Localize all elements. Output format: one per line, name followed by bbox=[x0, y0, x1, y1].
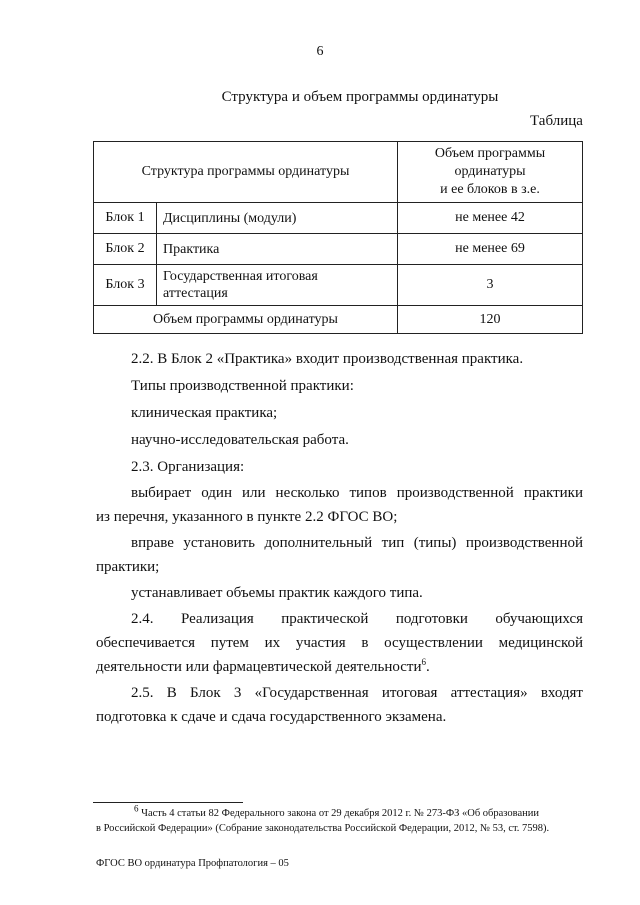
footnote-line bbox=[96, 803, 582, 821]
paragraph-line: выбирает один или несколько типов производственной практики bbox=[131, 485, 583, 501]
footnote-text: Часть 4 статьи 82 Федерального закона от 29 декабря 2012 г. № 273-ФЗ «Об образовании bbox=[141, 808, 539, 819]
section-title: Структура и объем программы ординатуры bbox=[221, 89, 499, 105]
page-number: 6 bbox=[316, 44, 324, 59]
paragraph-line: обеспечивается путем их участия в осуществлении медицинской bbox=[96, 635, 583, 651]
footnote bbox=[96, 803, 582, 836]
paragraph-line: 2.5. В Блок 3 «Государственная итоговая аттестация» входят bbox=[131, 685, 583, 701]
table-total-row bbox=[94, 306, 583, 334]
block-name-cell bbox=[157, 265, 398, 306]
paragraph: научно-исследовательская работа. bbox=[131, 432, 349, 448]
paragraph-text: деятельности или фармацевтической деятельности bbox=[96, 659, 422, 675]
paragraph: 2.2. В Блок 2 «Практика» входит производственная практика. bbox=[131, 351, 524, 367]
footnote-divider bbox=[93, 802, 243, 803]
footnote-reference: 6 bbox=[421, 657, 426, 667]
block-cell: Блок 2 bbox=[94, 234, 157, 265]
block-cell: Блок 1 bbox=[94, 203, 157, 234]
total-label-cell: Объем программы ординатуры bbox=[94, 306, 398, 334]
paragraph: устанавливает объемы практик каждого типа. bbox=[131, 585, 423, 601]
paragraph: 2.3. Организация: bbox=[131, 459, 245, 475]
header-structure: Структура программы ординатуры bbox=[94, 142, 398, 203]
block-name-line: аттестация bbox=[163, 286, 228, 301]
header-volume-line: Объем программы bbox=[434, 146, 546, 161]
table-label: Таблица bbox=[530, 113, 583, 129]
paragraph-line: подготовка к сдаче и сдача государственного экзамена. bbox=[96, 709, 447, 725]
paragraph-line bbox=[96, 657, 430, 677]
footnote-line: в Российской Федерации» (Собрание законодательства Российской Федерации, 2012, № 53, ст. 7598). bbox=[96, 823, 550, 834]
program-structure-table bbox=[93, 141, 583, 334]
paragraph-line: из перечня, указанного в пункте 2.2 ФГОС ВО; bbox=[96, 509, 398, 525]
total-value-cell: 120 bbox=[398, 306, 583, 334]
block-name-cell: Дисциплины (модули) bbox=[157, 203, 398, 234]
table-header-row bbox=[94, 142, 583, 203]
table-row bbox=[94, 203, 583, 234]
paragraph-line: практики; bbox=[96, 559, 160, 575]
header-volume bbox=[398, 142, 583, 203]
page-footer: ФГОС ВО ординатура Профпатология – 05 bbox=[96, 858, 289, 869]
block-value-cell: не менее 69 bbox=[398, 234, 583, 265]
paragraph: клиническая практика; bbox=[131, 405, 278, 421]
block-name-line: Государственная итоговая bbox=[163, 269, 318, 284]
paragraph-text: . bbox=[426, 659, 430, 675]
header-volume-line: ординатуры bbox=[454, 164, 526, 179]
block-cell: Блок 3 bbox=[94, 265, 157, 306]
block-name-cell: Практика bbox=[157, 234, 398, 265]
footnote-mark: 6 bbox=[134, 803, 139, 814]
block-value-cell: не менее 42 bbox=[398, 203, 583, 234]
header-volume-line: и ее блоков в з.е. bbox=[440, 182, 540, 197]
block-value-cell: 3 bbox=[398, 265, 583, 306]
table-row bbox=[94, 234, 583, 265]
paragraph-line: вправе установить дополнительный тип (типы) производственной bbox=[131, 535, 583, 551]
paragraph-line: 2.4. Реализация практической подготовки обучающихся bbox=[131, 611, 583, 627]
table-row bbox=[94, 265, 583, 306]
paragraph: Типы производственной практики: bbox=[131, 378, 354, 394]
